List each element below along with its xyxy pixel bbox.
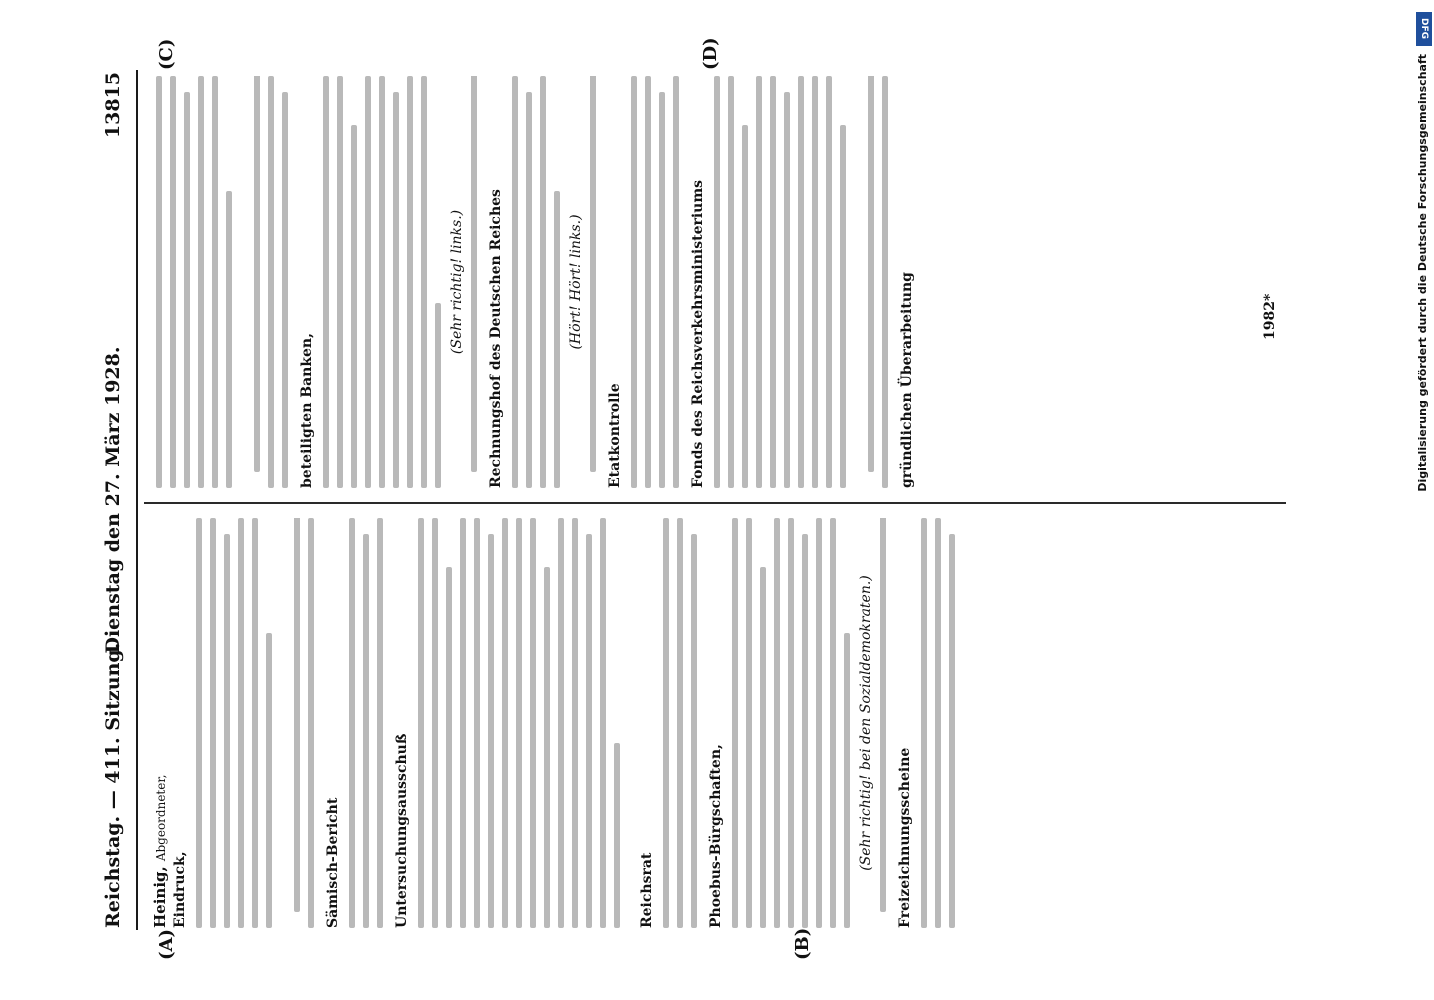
text-line bbox=[226, 191, 232, 488]
text-line bbox=[868, 76, 874, 472]
text-line bbox=[760, 567, 766, 928]
margin-marker-a: (A) bbox=[156, 929, 177, 960]
text-line bbox=[349, 518, 355, 928]
text-line bbox=[460, 518, 466, 928]
text-line bbox=[393, 92, 399, 488]
text-line bbox=[516, 518, 522, 928]
digitization-credit bbox=[1412, 6, 1434, 706]
text-line bbox=[421, 76, 427, 488]
text-line bbox=[844, 633, 850, 928]
margin-marker-c: (C) bbox=[156, 38, 177, 70]
scanned-page bbox=[92, 37, 1300, 960]
text-line bbox=[210, 518, 216, 928]
text-line bbox=[798, 76, 804, 488]
text-line bbox=[435, 303, 441, 488]
text-line bbox=[377, 518, 383, 928]
text-line bbox=[631, 76, 637, 488]
running-header-left: Reichstag. — 411. Sitzung. bbox=[102, 642, 124, 928]
text-line bbox=[732, 518, 738, 928]
bold-term-ueberarbeitung: gründlichen Überarbeitung bbox=[899, 272, 915, 488]
text-line bbox=[756, 76, 762, 488]
text-line bbox=[512, 76, 518, 488]
text-line bbox=[488, 534, 494, 928]
bold-term-etatkontrolle: Etatkontrolle bbox=[607, 383, 623, 488]
text-line bbox=[471, 76, 477, 472]
text-line bbox=[802, 534, 808, 928]
text-line bbox=[254, 76, 260, 472]
page-signature: 1982* bbox=[1262, 293, 1278, 340]
speaker-role: Abgeordneter, bbox=[154, 774, 168, 862]
text-line bbox=[170, 76, 176, 488]
text-line bbox=[812, 76, 818, 488]
speaker-name: Heinig, bbox=[151, 866, 169, 928]
bold-term-rechnungshof: Rechnungshof des Deutschen Reiches bbox=[488, 189, 504, 488]
text-line bbox=[554, 191, 560, 488]
margin-marker-b: (B) bbox=[792, 927, 813, 960]
column-divider bbox=[144, 502, 1286, 504]
text-line bbox=[788, 518, 794, 928]
bold-term-saemisch: Sämisch-Bericht bbox=[325, 797, 341, 928]
text-line bbox=[921, 518, 927, 928]
header-rule bbox=[136, 70, 138, 930]
bold-term-eindruck: Eindruck, bbox=[172, 851, 188, 928]
text-line bbox=[691, 534, 697, 928]
text-line bbox=[586, 534, 592, 928]
text-line bbox=[728, 76, 734, 488]
text-line bbox=[816, 518, 822, 928]
text-line bbox=[337, 76, 343, 488]
text-line bbox=[379, 76, 385, 488]
bold-term-phoebus: Phoebus-Bürgschaften, bbox=[708, 744, 724, 928]
text-line bbox=[544, 567, 550, 928]
interjection: (Sehr richtig! links.) bbox=[449, 209, 465, 355]
text-line bbox=[365, 76, 371, 488]
text-line bbox=[714, 76, 720, 488]
text-line bbox=[282, 92, 288, 488]
text-line bbox=[407, 76, 413, 488]
bold-term-fonds: Fonds des Reichsverkehrsministeriums bbox=[690, 179, 706, 488]
text-line bbox=[351, 125, 357, 488]
text-line bbox=[502, 518, 508, 928]
text-line bbox=[224, 534, 230, 928]
text-line bbox=[677, 518, 683, 928]
text-line bbox=[308, 518, 314, 928]
text-line bbox=[949, 534, 955, 928]
text-line bbox=[363, 534, 369, 928]
text-line bbox=[530, 518, 536, 928]
text-line bbox=[882, 76, 888, 488]
text-line bbox=[600, 518, 606, 928]
bold-term-freizeichnungsscheine: Freizeichnungsscheine bbox=[897, 747, 913, 928]
text-line bbox=[774, 518, 780, 928]
text-line bbox=[266, 633, 272, 928]
text-line bbox=[156, 76, 162, 488]
page-number: 13815 bbox=[102, 72, 124, 139]
text-line bbox=[432, 518, 438, 928]
text-column-left bbox=[150, 518, 1284, 928]
interjection: (Hört! Hört! links.) bbox=[568, 214, 584, 350]
running-header-date: Dienstag den 27. März 1928. bbox=[102, 346, 124, 654]
dfg-logo-icon: DFG bbox=[1416, 12, 1432, 46]
text-line bbox=[645, 76, 651, 488]
dfg-credit-text: Digitalisierung gefördert durch die Deutsche Forschungsgemeinschaft bbox=[1416, 54, 1429, 492]
text-line bbox=[572, 518, 578, 928]
text-line bbox=[830, 518, 836, 928]
text-line bbox=[184, 92, 190, 488]
text-line bbox=[474, 518, 480, 928]
text-line bbox=[614, 744, 620, 929]
interjection: (Sehr richtig! bei den Sozialdemokraten.) bbox=[858, 575, 874, 871]
text-line bbox=[238, 518, 244, 928]
text-line bbox=[663, 518, 669, 928]
text-line bbox=[784, 92, 790, 488]
text-line bbox=[526, 92, 532, 488]
bold-term-banken: beteiligten Banken, bbox=[299, 333, 315, 488]
text-line bbox=[826, 76, 832, 488]
text-line bbox=[935, 518, 941, 928]
text-line bbox=[746, 518, 752, 928]
text-line bbox=[770, 76, 776, 488]
text-line bbox=[558, 518, 564, 928]
bold-term-untersuchungsausschuss: Untersuchungsausschuß bbox=[394, 733, 410, 928]
text-line bbox=[252, 518, 258, 928]
text-line bbox=[268, 76, 274, 488]
text-line bbox=[742, 125, 748, 488]
text-line bbox=[418, 518, 424, 928]
text-line bbox=[880, 518, 886, 912]
bold-term-reichsrat: Reichsrat bbox=[639, 852, 655, 928]
text-line bbox=[294, 518, 300, 912]
text-line bbox=[659, 92, 665, 488]
text-line bbox=[196, 518, 202, 928]
text-line bbox=[446, 567, 452, 928]
text-line bbox=[540, 76, 546, 488]
text-line bbox=[212, 76, 218, 488]
text-line bbox=[673, 76, 679, 488]
text-line bbox=[198, 76, 204, 488]
text-column-right bbox=[150, 76, 1284, 488]
margin-marker-d: (D) bbox=[700, 37, 721, 70]
text-line bbox=[590, 76, 596, 472]
text-line bbox=[840, 125, 846, 488]
text-line bbox=[323, 76, 329, 488]
